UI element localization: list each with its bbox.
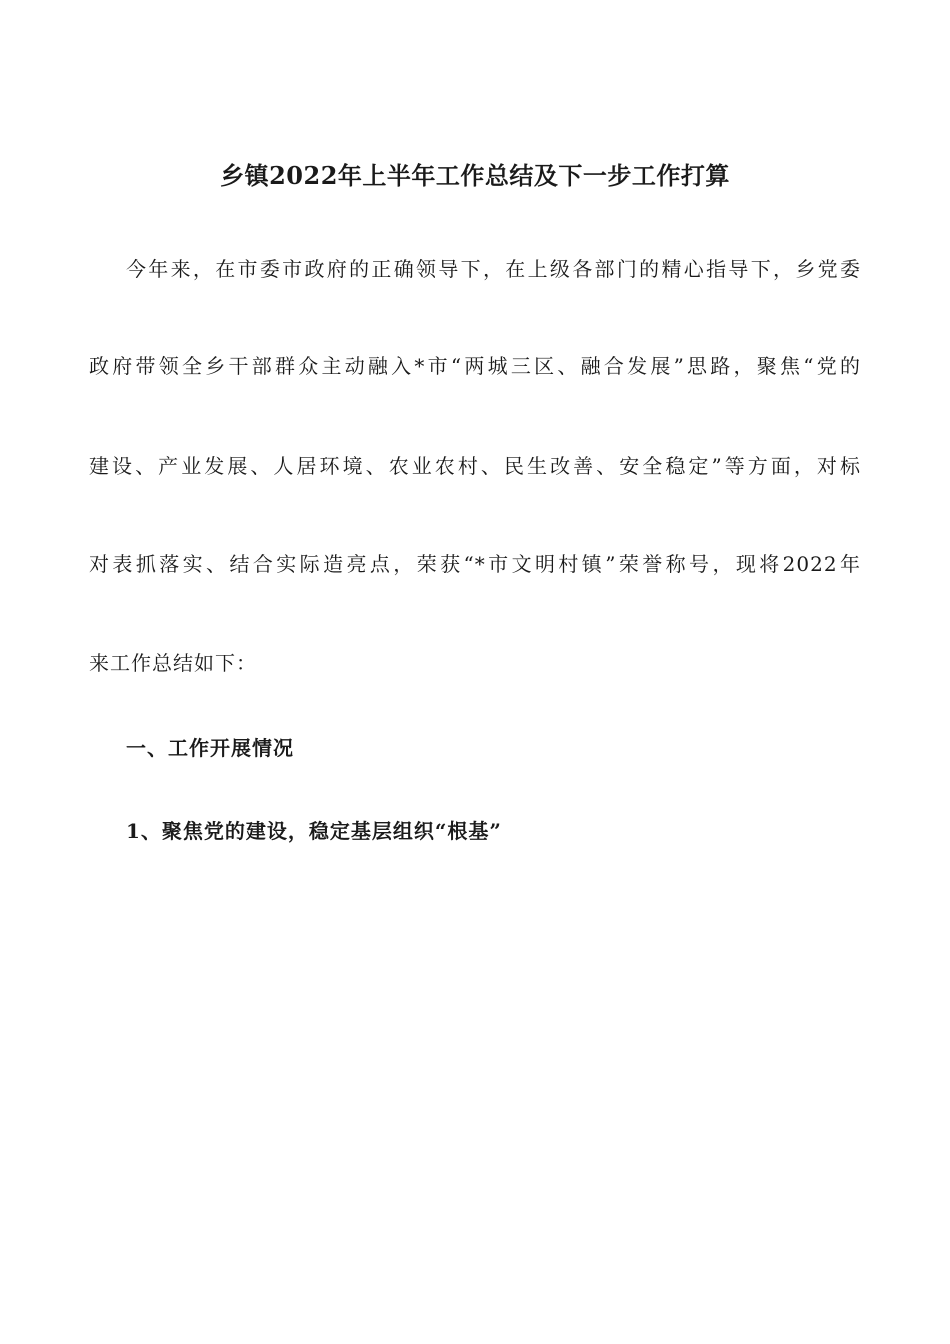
subsection-heading: 1、聚焦党的建设，稳定基层组织“根基” bbox=[126, 819, 502, 843]
section-heading: 一、工作开展情况 bbox=[126, 736, 294, 760]
intro-paragraph-line-5: 来工作总结如下： bbox=[89, 651, 257, 675]
intro-paragraph-line-1: 今年来，在市委市政府的正确领导下，在上级各部门的精心指导下，乡党委 bbox=[126, 257, 861, 281]
intro-paragraph-line-2: 政府带领全乡干部群众主动融入*市“两城三区、融合发展”思路，聚焦“党的 bbox=[89, 354, 861, 378]
document-title: 乡镇2022年上半年工作总结及下一步工作打算 bbox=[220, 161, 730, 190]
intro-paragraph-line-3: 建设、产业发展、人居环境、农业农村、民生改善、安全稳定”等方面，对标 bbox=[89, 454, 861, 478]
intro-paragraph-line-4: 对表抓落实、结合实际造亮点，荣获“*市文明村镇”荣誉称号，现将2022年 bbox=[89, 552, 861, 576]
